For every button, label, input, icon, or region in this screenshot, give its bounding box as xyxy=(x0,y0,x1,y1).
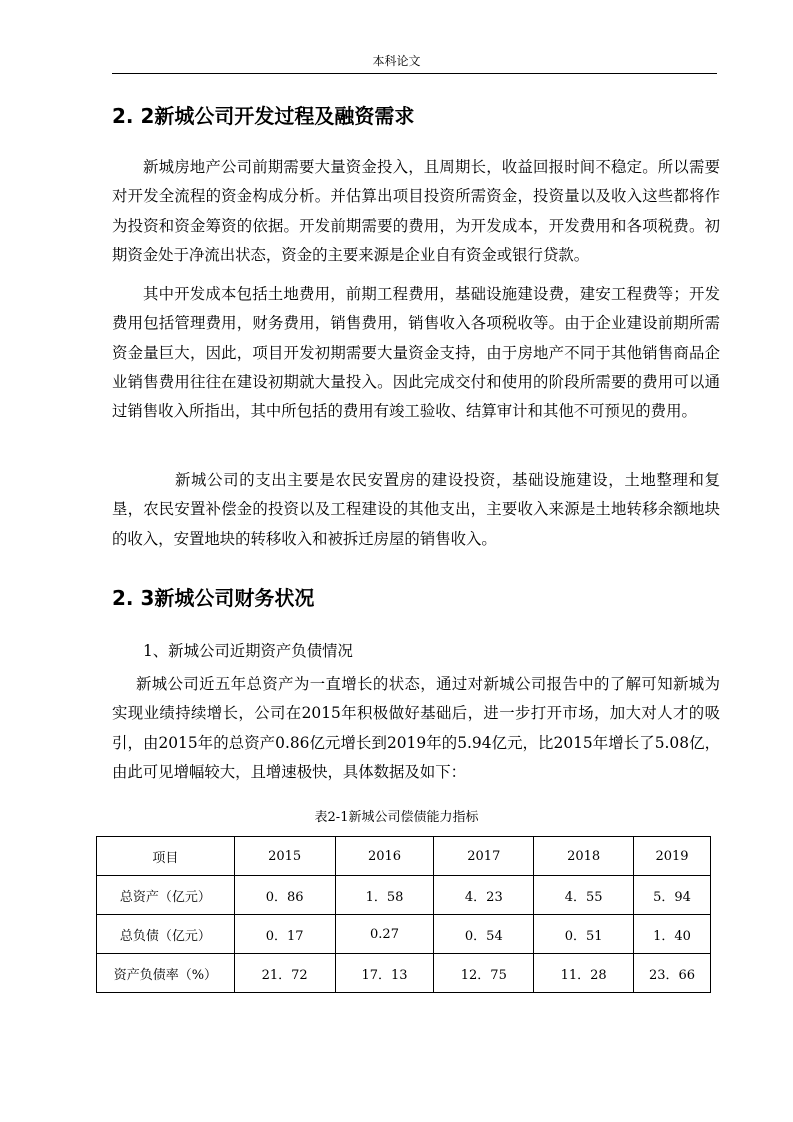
header-cell-2015: 2015 xyxy=(234,837,335,876)
table-row xyxy=(97,954,711,993)
header-cell-item: 项目 xyxy=(97,837,235,876)
header-divider xyxy=(112,73,717,74)
section-heading-2-3: 2. 3新城公司财务状况 xyxy=(112,586,315,610)
solvency-table xyxy=(96,836,711,993)
table-cell: 4．55 xyxy=(534,876,634,915)
table-caption: 表2-1新城公司偿债能力指标 xyxy=(314,810,479,825)
header-cell-2017: 2017 xyxy=(434,837,534,876)
table-row xyxy=(97,876,711,915)
table-cell: 23．66 xyxy=(634,954,711,993)
header-cell-2016: 2016 xyxy=(335,837,434,876)
table-cell: 总负债（亿元） xyxy=(97,915,235,954)
paragraph-1: 新城房地产公司前期需要大量资金投入，且周期长，收益回报时间不稳定。所以需要对开发全流程的资金构成分析。并估算出项目投资所需资金，投资量以及收入这些都将作为投资和资金筹资的依据。开发前期需要的费用，为开发成本，开发费用和各项税费。初期资金处于净流出状态，资金的主要来源是企业自有资金或银行贷款。 xyxy=(112,158,720,264)
table-cell: 21．72 xyxy=(234,954,335,993)
running-header: 本科论文 xyxy=(372,54,421,68)
table-cell: 17．13 xyxy=(335,954,434,993)
header-cell-2019: 2019 xyxy=(634,837,711,876)
table-cell: 0.27 xyxy=(335,915,434,954)
table-cell: 1．40 xyxy=(634,915,711,954)
paragraph-2: 其中开发成本包括土地费用，前期工程费用，基础设施建设费，建安工程费等；开发费用包括管理费用，财务费用，销售费用，销售收入各项税收等。由于企业建设前期所需资金量巨大，因此，项目开发初期需要大量资金支持，由于房地产不同于其他销售商品企业销售费用往往在建设初期就大量投入。因此完成交付和使用的阶段所需要的费用可以通过销售收入所指出，其中所包括的费用有竣工验收、结算审计和其他不可预见的费用。 xyxy=(112,285,720,421)
paragraph-4: 新城公司近五年总资产为一直增长的状态，通过对新城公司报告中的了解可知新城为实现业绩持续增长，公司在2015年积极做好基础后，进一步打开市场，加大对人才的吸引，由2015年的总资产0.86亿元增长到2019年的5.94亿元，比2015年增长了5.08亿，由此可见增幅较大，且增速极快，具体数据及如下： xyxy=(112,675,720,781)
table-cell: 12．75 xyxy=(434,954,534,993)
table-cell: 资产负债率（%） xyxy=(97,954,235,993)
section-heading-2-2: 2. 2新城公司开发过程及融资需求 xyxy=(112,104,415,128)
header-cell-2018: 2018 xyxy=(534,837,634,876)
table-cell: 1．58 xyxy=(335,876,434,915)
table-cell: 0．86 xyxy=(234,876,335,915)
table-cell: 5．94 xyxy=(634,876,711,915)
table-cell: 总资产（亿元） xyxy=(97,876,235,915)
table-cell: 11．28 xyxy=(534,954,634,993)
table-header-row xyxy=(97,837,711,876)
table-row xyxy=(97,915,711,954)
table-cell: 0．54 xyxy=(434,915,534,954)
subheading-balance-sheet: 1、新城公司近期资产负债情况 xyxy=(143,642,353,660)
paragraph-3: 新城公司的支出主要是农民安置房的建设投资，基础设施建设，土地整理和复垦，农民安置补偿金的投资以及工程建设的其他支出，主要收入来源是土地转移余额地块的收入，安置地块的转移收入和被拆迁房屋的销售收入。 xyxy=(112,471,720,548)
table-cell: 4．23 xyxy=(434,876,534,915)
table-cell: 0．51 xyxy=(534,915,634,954)
table-cell: 0．17 xyxy=(234,915,335,954)
